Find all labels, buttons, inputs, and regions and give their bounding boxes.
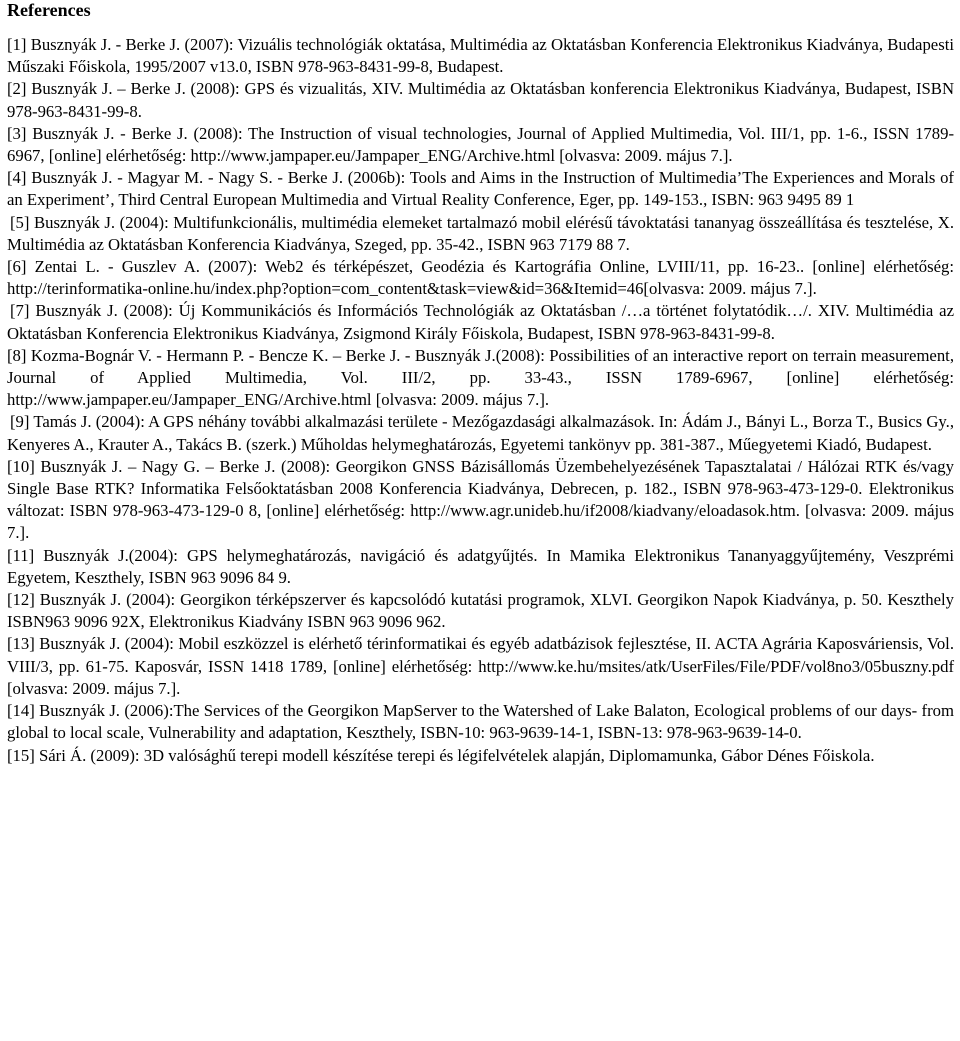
- reference-item-10: [10] Busznyák J. – Nagy G. – Berke J. (2008): Georgikon GNSS Bázisállomás Üzembehelyezésének Tapasztalatai / Hálózai RTK és/vagy Single Base RTK? Informatika Felsőoktatásban 2008 Konferencia Kiadványa, Debrecen, p. 182., ISBN 978-963-473-129-0. Elektronikus változat: ISBN 978-963-473-129-0 8, [online] elérhetőség: http://www.agr.unideb.hu/if2008/kiadvany/eloadasok.htm. [olvasva: 2009. május 7.].: [7, 456, 954, 543]
- reference-list: [7, 34, 954, 767]
- reference-item-4: [4] Busznyák J. - Magyar M. - Nagy S. - Berke J. (2006b): Tools and Aims in the Instruction of Multimedia’The Experiences and Morals of an Experiment’, Third Central European Multimedia and Virtual Reality Conference, Eger, pp. 149-153., ISBN: 963 9495 89 1: [7, 168, 954, 210]
- reference-item-13: [13] Busznyák J. (2004): Mobil eszközzel is elérhető térinformatikai és egyéb adatbázisok fejlesztése, II. ACTA Agrária Kaposváriensis, Vol. VIII/3, pp. 61-75. Kaposvár, ISSN 1418 1789, [online] elérhetőség: http://www.ke.hu/msites/atk/UserFiles/File/PDF/vol8no3/05buszny.pdf [olvasva: 2009. május 7.].: [7, 634, 954, 698]
- reference-item-1: [1] Busznyák J. - Berke J. (2007): Vizuális technológiák oktatása, Multimédia az Oktatásban Konferencia Elektronikus Kiadványa, Budapesti Műszaki Főiskola, 1995/2007 v13.0, ISBN 978-963-8431-99-8, Budapest.: [7, 35, 954, 77]
- reference-item-9: [9] Tamás J. (2004): A GPS néhány további alkalmazási területe - Mezőgazdasági alkalmazások. In: Ádám J., Bányi L., Borza T., Busics Gy., Kenyeres A., Krauter A., Takács B. (szerk.) Műholdas helymeghatározás, Egyetemi tankönyv pp. 381-387., Műegyetemi Kiadó, Budapest.: [7, 412, 954, 454]
- reference-item-7: [7] Busznyák J. (2008): Új Kommunikációs és Információs Technológiák az Oktatásban /…a történet folytatódik…/. XIV. Multimédia az Oktatásban Konferencia Elektronikus Kiadványa, Zsigmond Király Főiskola, Budapest, ISBN 978-963-8431-99-8.: [7, 301, 954, 343]
- reference-item-15: [15] Sári Á. (2009): 3D valósághű terepi modell készítése terepi és légifelvételek alapján, Diplomamunka, Gábor Dénes Főiskola.: [7, 745, 875, 765]
- reference-item-5: [5] Busznyák J. (2004): Multifunkcionális, multimédia elemeket tartalmazó mobil elérésű távoktatási tananyag összeállítása és tesztelése, X. Multimédia az Oktatásban Konferencia Kiadványa, Szeged, pp. 35-42., ISBN 963 7179 88 7.: [7, 212, 954, 254]
- reference-item-12: [12] Busznyák J. (2004): Georgikon térképszerver és kapcsolódó kutatási programok, XLVI. Georgikon Napok Kiadványa, p. 50. Keszthely ISBN963 9096 92X, Elektronikus Kiadvány ISBN 963 9096 962.: [7, 590, 954, 632]
- reference-item-8: [8] Kozma-Bognár V. - Hermann P. - Bencze K. – Berke J. - Busznyák J.(2008): Possibilities of an interactive report on terrain measurement, Journal of Applied Multimedia, Vol. III/2, pp. 33-43., ISSN 1789-6967, [online] elérhetőség: http://www.jampaper.eu/Jampaper_ENG/Archive.html [olvasva: 2009. május 7.].: [7, 345, 954, 410]
- reference-item-11: [11] Busznyák J.(2004): GPS helymeghatározás, navigáció és adatgyűjtés. In Mamika Elektronikus Tananyaggyűjtemény, Veszprémi Egyetem, Keszthely, ISBN 963 9096 84 9.: [7, 545, 954, 587]
- reference-item-2: [2] Busznyák J. – Berke J. (2008): GPS és vizualitás, XIV. Multimédia az Oktatásban konferencia Elektronikus Kiadványa, Budapest, ISBN 978-963-8431-99-8.: [7, 79, 954, 121]
- reference-item-6: [6] Zentai L. - Guszlev A. (2007): Web2 és térképészet, Geodézia és Kartográfia Online, LVIII/11, pp. 16-23.. [online] elérhetőség: http://terinformatika-online.hu/index.php?option=com_content&task=view&id=36&Itemid=46[olvasva: 2009. május 7.].: [7, 257, 954, 299]
- reference-item-3: [3] Busznyák J. - Berke J. (2008): The Instruction of visual technologies, Journal of Applied Multimedia, Vol. III/1, pp. 1-6., ISSN 1789-6967, [online] elérhetőség: http://www.jampaper.eu/Jampaper_ENG/Archive.html [olvasva: 2009. május 7.].: [7, 123, 954, 166]
- references-heading: References: [7, 0, 91, 20]
- reference-item-14: [14] Busznyák J. (2006):The Services of the Georgikon MapServer to the Watershed of Lake Balaton, Ecological problems of our days- from global to local scale, Vulnerability and adaptation, Keszthely, ISBN-10: 963-9639-14-1, ISBN-13: 978-963-9639-14-0.: [7, 701, 954, 743]
